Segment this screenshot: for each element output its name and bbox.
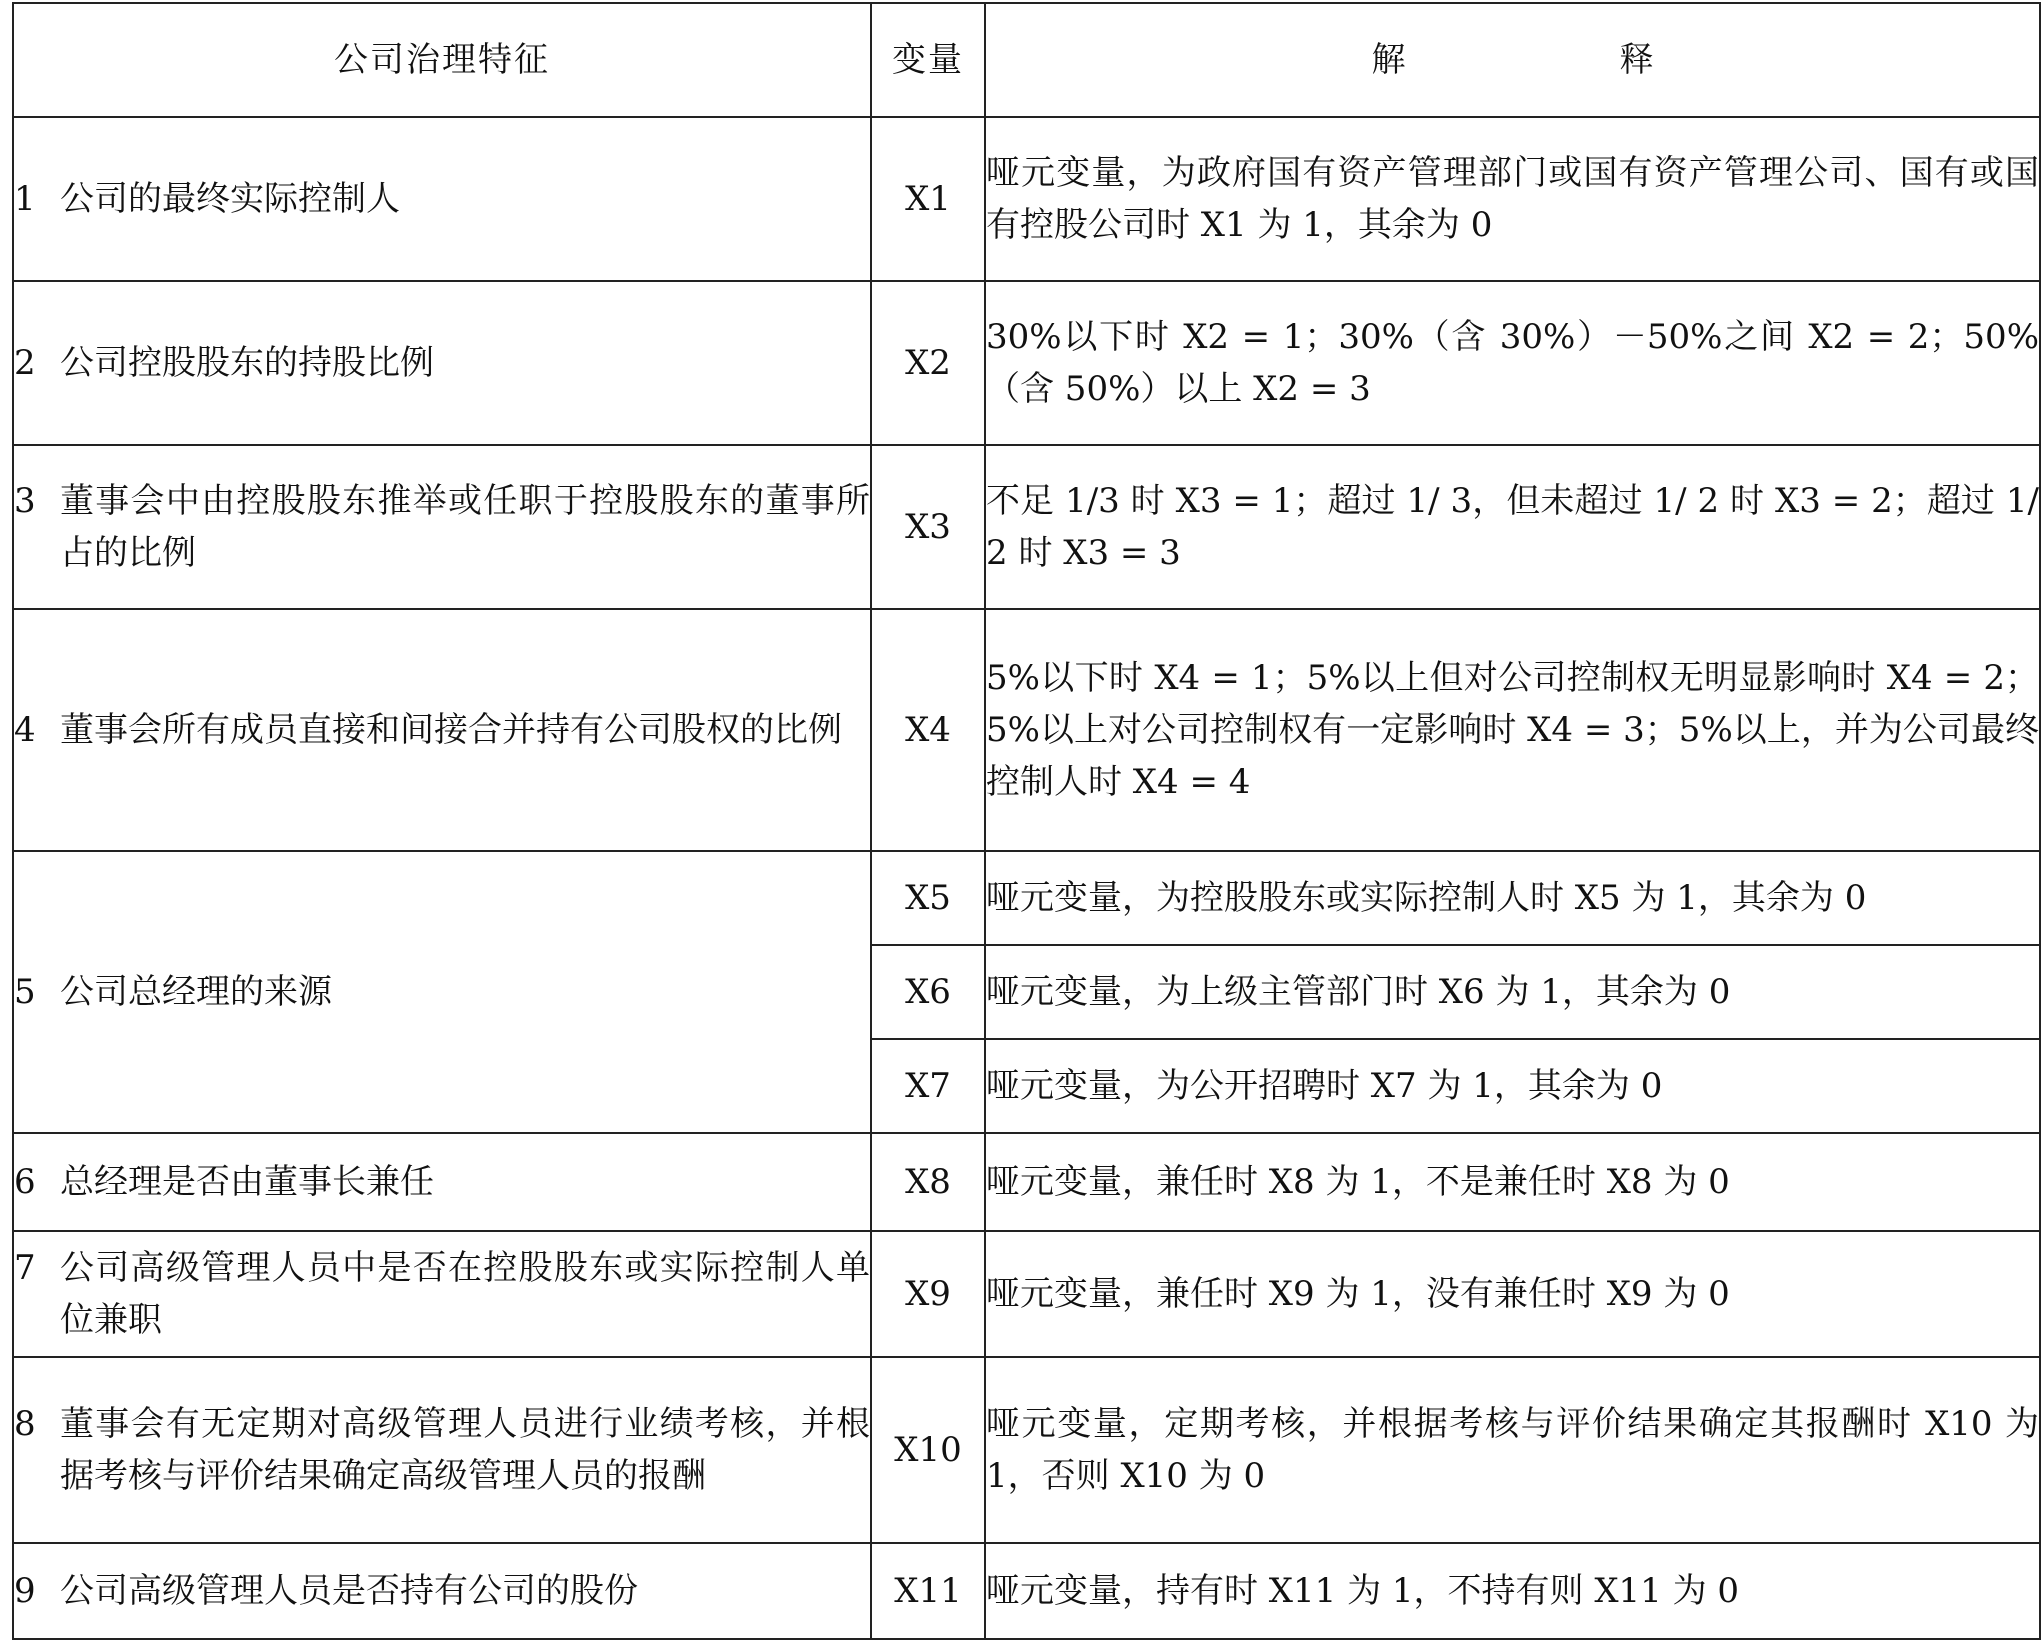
explanation-cell: 5%以下时 X4 = 1；5%以上但对公司控制权无明显影响时 X4 = 2；5%以上对公司控制权有一定影响时 X4 = 3；5%以上，并为公司最终控制人时 X4 = 4 [985,609,2040,851]
row-number: 1 [14,179,36,219]
header-row [13,3,2040,117]
table-row [13,281,2040,445]
explanation-cell: 不足 1/3 时 X3 = 1；超过 1/ 3，但未超过 1/ 2 时 X3 = 2；超过 1/ 2 时 X3 = 3 [985,445,2040,609]
variable-cell: X1 [871,117,985,281]
header-variable: 变量 [871,3,985,117]
explanation-cell: 哑元变量，定期考核，并根据考核与评价结果确定其报酬时 X10 为 1，否则 X10 为 0 [985,1357,2040,1543]
table-row [13,117,2040,281]
feature-cell [13,1543,871,1639]
feature-text: 董事会所有成员直接和间接合并持有公司股权的比例 [60,710,842,750]
variable-cell: X4 [871,609,985,851]
row-number: 3 [14,481,36,521]
row-number: 6 [14,1162,36,1202]
variable-cell: X7 [871,1039,985,1133]
header-explanation: 解 释 [985,3,2040,117]
feature-text: 总经理是否由董事长兼任 [60,1162,434,1202]
explanation-cell: 哑元变量，为政府国有资产管理部门或国有资产管理公司、国有或国有控股公司时 X1 为 1，其余为 0 [985,117,2040,281]
feature-text: 董事会有无定期对高级管理人员进行业绩考核，并根据考核与评价结果确定高级管理人员的报酬 [60,1404,870,1496]
explanation-cell: 30%以下时 X2 = 1；30%（含 30%）－50%之间 X2 = 2；50%（含 50%）以上 X2 = 3 [985,281,2040,445]
table-row [13,1231,2040,1357]
table-row [13,609,2040,851]
variable-cell: X2 [871,281,985,445]
variable-cell: X10 [871,1357,985,1543]
variable-cell: X9 [871,1231,985,1357]
feature-cell [13,609,871,851]
row-number: 5 [14,972,36,1012]
feature-cell [13,117,871,281]
governance-variables-table [12,2,2041,1640]
feature-cell [13,1231,871,1357]
table-row [13,851,2040,945]
explanation-cell: 哑元变量，为公开招聘时 X7 为 1，其余为 0 [985,1039,2040,1133]
explanation-cell: 哑元变量，持有时 X11 为 1，不持有则 X11 为 0 [985,1543,2040,1639]
feature-text: 董事会中由控股股东推举或任职于控股股东的董事所占的比例 [60,481,870,573]
header-feature: 公司治理特征 [13,3,871,117]
explanation-cell: 哑元变量，兼任时 X8 为 1，不是兼任时 X8 为 0 [985,1133,2040,1231]
variable-cell: X3 [871,445,985,609]
feature-cell [13,851,871,1133]
feature-text: 公司高级管理人员是否持有公司的股份 [60,1571,638,1611]
row-number: 2 [14,343,36,383]
variable-cell: X6 [871,945,985,1039]
explanation-cell: 哑元变量，兼任时 X9 为 1，没有兼任时 X9 为 0 [985,1231,2040,1357]
table-row [13,1543,2040,1639]
feature-cell [13,1133,871,1231]
explanation-cell: 哑元变量，为上级主管部门时 X6 为 1，其余为 0 [985,945,2040,1039]
variable-cell: X5 [871,851,985,945]
row-number: 7 [14,1248,36,1288]
feature-cell [13,1357,871,1543]
row-number: 9 [14,1571,36,1611]
row-number: 8 [14,1404,36,1444]
feature-text: 公司的最终实际控制人 [60,179,400,219]
row-number: 4 [14,710,36,750]
feature-cell [13,281,871,445]
table-row [13,1357,2040,1543]
variable-cell: X11 [871,1543,985,1639]
feature-text: 公司控股股东的持股比例 [60,343,434,383]
table-row [13,1133,2040,1231]
feature-cell [13,445,871,609]
feature-text: 公司高级管理人员中是否在控股股东或实际控制人单位兼职 [60,1248,870,1340]
feature-text: 公司总经理的来源 [60,972,332,1012]
table-row [13,445,2040,609]
variable-cell: X8 [871,1133,985,1231]
explanation-cell: 哑元变量，为控股股东或实际控制人时 X5 为 1，其余为 0 [985,851,2040,945]
